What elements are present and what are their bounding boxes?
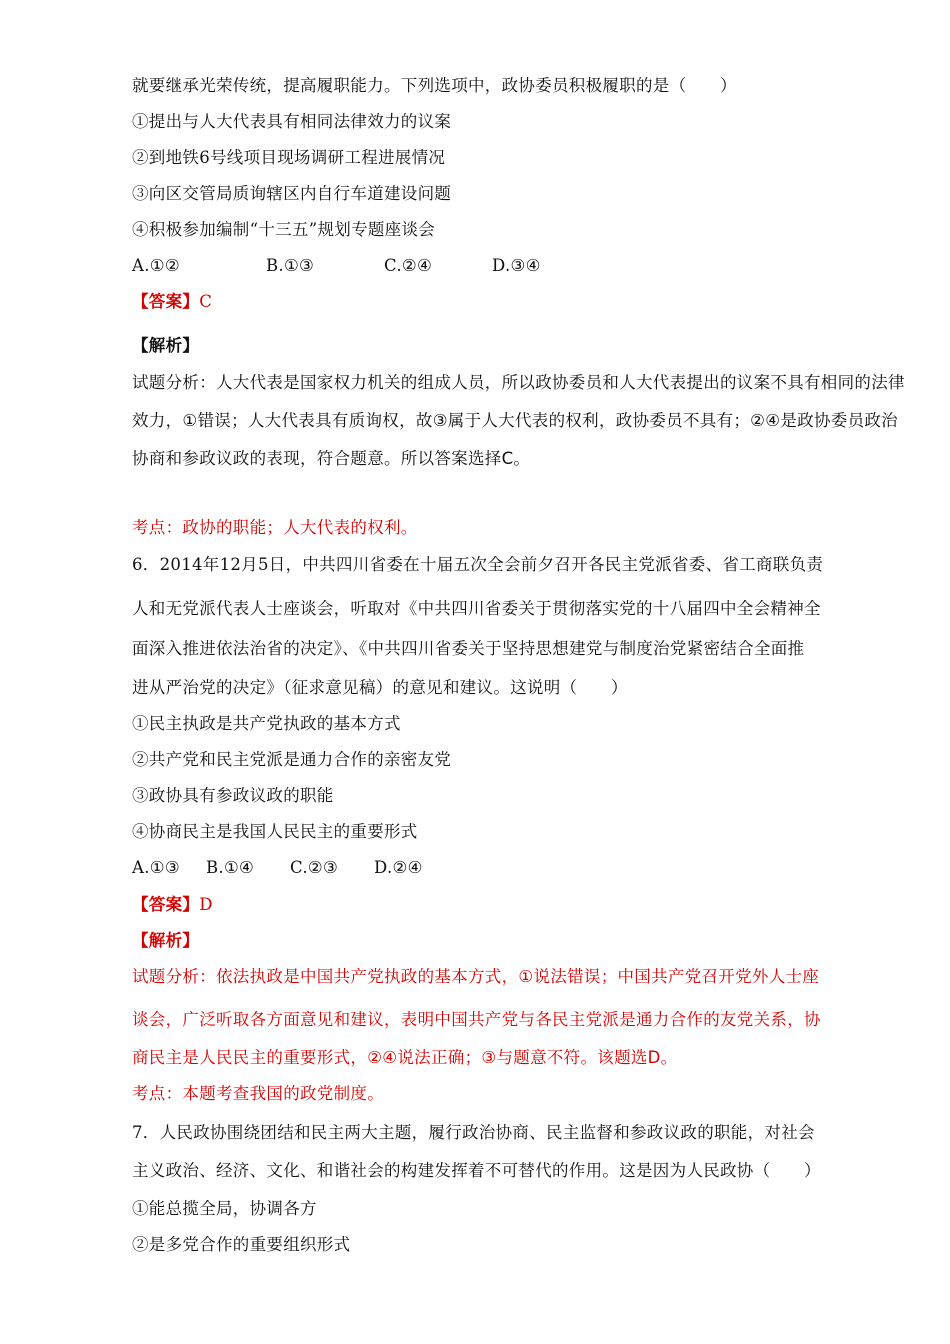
q6-analysis-line-3: 商民主是人民民主的重要形式，②④说法正确；③与题意不符。该题选D。 [132, 1048, 678, 1067]
q5-options [132, 255, 541, 277]
q6-option-b: B.①④ [206, 858, 255, 877]
q6-item-2: ②共产党和民主党派是通力合作的亲密友党 [132, 750, 452, 769]
q6-option-c: C.②③ [290, 858, 339, 877]
q6-stem-line-2: 人和无党派代表人士座谈会，听取对《中共四川省委关于贯彻落实党的十八届四中全会精神全 [132, 599, 821, 618]
q5-analysis-line-2: 效力，①错误；人大代表具有质询权，故③属于人大代表的权利，政协委员不具有；②④是政协委员政治 [132, 411, 898, 430]
q6-item-1: ①民主执政是共产党执政的基本方式 [132, 714, 401, 733]
q5-item-3: ③向区交管局质询辖区内自行车道建设问题 [132, 184, 452, 203]
q5-item-1: ①提出与人大代表具有相同法律效力的议案 [132, 112, 452, 131]
q6-option-a: A.①③ [132, 858, 180, 877]
q5-kaodian: 考点：政协的职能；人大代表的权利。 [132, 518, 418, 537]
q7-item-2: ②是多党合作的重要组织形式 [132, 1235, 351, 1254]
q6-stem-line-4: 进从严治党的决定》（征求意见稿）的意见和建议。这说明（ ） [132, 678, 628, 697]
q5-answer [132, 291, 212, 313]
q7-stem-line-2: 主义政治、经济、文化、和谐社会的构建发挥着不可替代的作用。这是因为人民政协（ ） [132, 1161, 821, 1180]
q6-answer-label: 【答案】 [132, 895, 200, 914]
q6-analysis-line-1: 试题分析：依法执政是中国共产党执政的基本方式，①说法错误；中国共产党召开党外人士座 [132, 967, 820, 986]
q6-analysis-line-2: 谈会，广泛听取各方面意见和建议，表明中国共产党与各民主党派是通力合作的友党关系，协 [132, 1010, 821, 1029]
q6-item-3: ③政协具有参政议政的职能 [132, 786, 334, 805]
q6-option-d: D.②④ [374, 858, 423, 877]
q5-analysis-label: 【解析】 [132, 336, 200, 355]
q6-analysis-label: 【解析】 [132, 931, 200, 950]
q6-answer-value: D [199, 895, 213, 914]
q5-analysis-line-3: 协商和参政议政的表现，符合题意。所以答案选择C。 [132, 449, 531, 468]
q5-option-b: B.①③ [266, 256, 315, 275]
q5-item-4: ④积极参加编制“十三五”规划专题座谈会 [132, 220, 436, 239]
q5-analysis-line-1: 试题分析：人大代表是国家权力机关的组成人员，所以政协委员和人大代表提出的议案不具有相同的法律 [132, 373, 905, 392]
q6-options [132, 857, 423, 879]
q7-stem-line-1: 7．人民政协围绕团结和民主两大主题，履行政治协商、民主监督和参政议政的职能，对社会 [132, 1123, 815, 1142]
q6-stem-line-1: 6．2014年12月5日，中共四川省委在十届五次全会前夕召开各民主党派省委、省工商联负责 [132, 555, 824, 574]
q6-answer [132, 894, 213, 916]
q5-option-c: C.②④ [384, 256, 433, 275]
q6-stem-line-3: 面深入推进依法治省的决定》、《中共四川省委关于坚持思想建党与制度治党紧密结合全面推 [132, 639, 805, 658]
q6-kaodian: 考点：本题考查我国的政党制度。 [132, 1084, 384, 1103]
q5-stem: 就要继承光荣传统，提高履职能力。下列选项中，政协委员积极履职的是（ ） [132, 76, 737, 95]
q5-answer-value: C [199, 292, 213, 311]
q5-answer-label: 【答案】 [132, 292, 200, 311]
q5-option-a: A.①② [132, 256, 180, 275]
q6-item-4: ④协商民主是我国人民民主的重要形式 [132, 822, 418, 841]
q5-item-2: ②到地铁6号线项目现场调研工程进展情况 [132, 148, 446, 167]
q5-option-d: D.③④ [492, 256, 541, 275]
q7-item-1: ①能总揽全局，协调各方 [132, 1199, 317, 1218]
